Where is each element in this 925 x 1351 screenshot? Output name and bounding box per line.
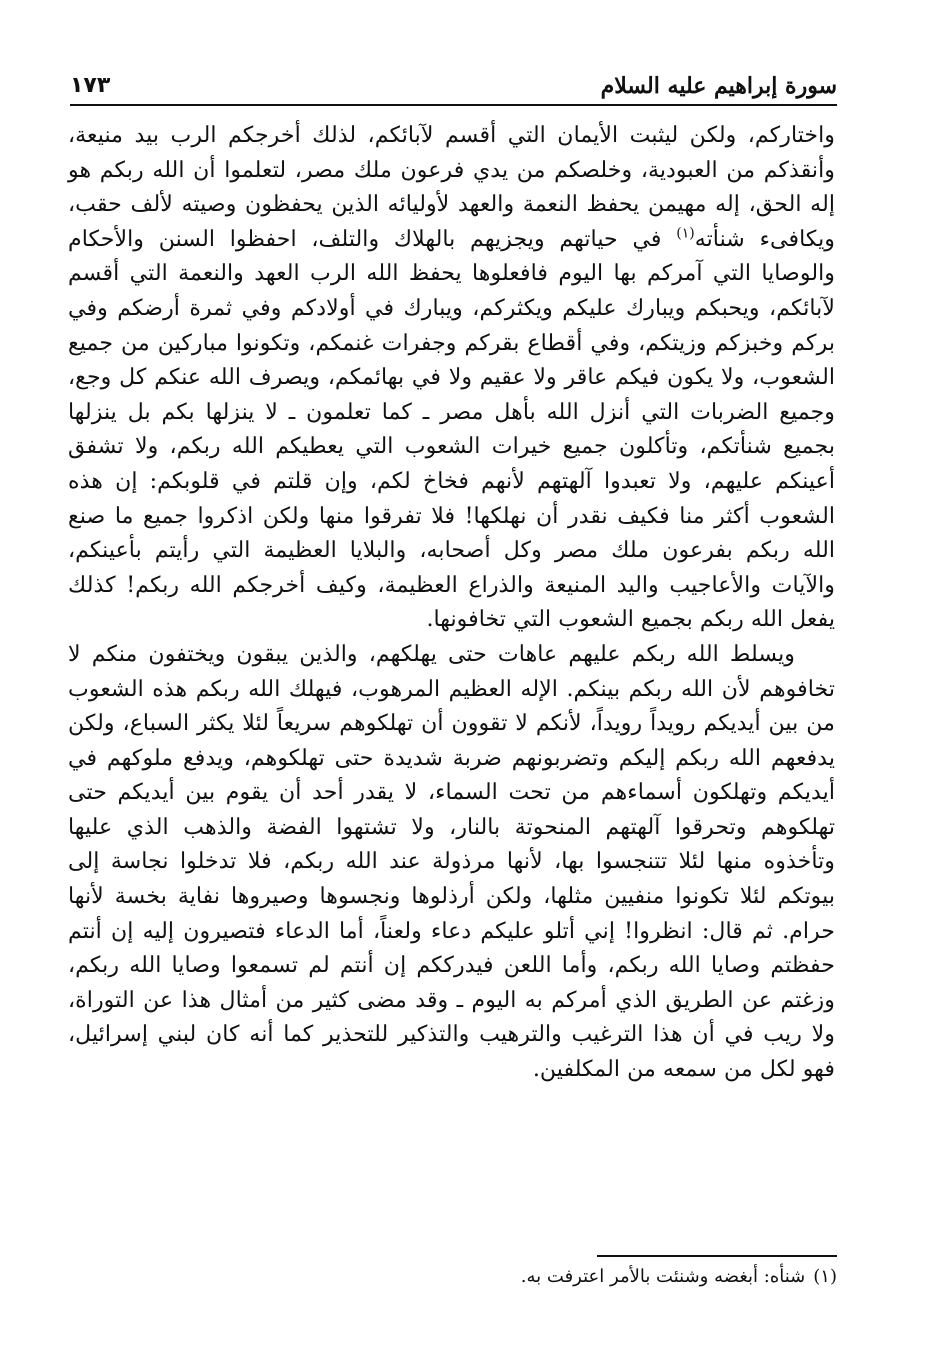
page-number: ١٧٣ xyxy=(70,73,111,98)
footnote-text: شنأه: أبغضه وشنئت بالأمر اعترفت به. xyxy=(520,1266,806,1287)
paragraph-1 xyxy=(68,118,835,637)
paragraph-1-part-1: واختاركم، ولكن ليثبت الأيمان التي أقسم لآبائكم، لذلك أخرجكم الرب بيد منيعة، وأنقذكم من العبودية، وخلصكم من يدي فرعون ملك مصر، لتعلموا أن الله ربكم هو إله الحق، إله مهيمن يحفظ النعمة والعهد لأوليائه الذين يحفظون وصيته لألف حقب، ويكافىء شنأته xyxy=(68,122,835,252)
header-divider xyxy=(70,104,837,106)
footnote-divider xyxy=(597,1255,837,1257)
main-text xyxy=(68,118,835,1087)
footnote xyxy=(70,1262,837,1292)
paragraph-1-part-2: في حياتهم ويجزيهم بالهلاك والتلف، احفظوا السنن والأحكام والوصايا التي آمركم بها اليوم فافعلوها يحفظ الله الرب العهد والنعمة التي أقسم لآبائكم، ويحبكم ويبارك عليكم ويكثركم، ويبارك في أولادكم وفي ثمرة أرضكم وفي بركم وخبزكم وزيتكم، وفي أقطاع بقركم وجفرات غنمكم، وتكونوا مباركين من جميع الشعوب، ولا يكون فيكم عاقر ولا عقيم ولا في بهائمكم، ويصرف الله عنكم كل وجع، وجميع الضربات التي أنزل الله بأهل مصر ـ كما تعلمون ـ لا ينزلها بكم بل ينزلها بجميع شنأتكم، وتأكلون جميع خيرات الشعوب التي يعطيكم الله ربكم، ولا تشفق أعينكم عليهم، ولا تعبدوا آلهتهم لأنهم فخاخ لكم، وإن قلتم في قلوبكم: إن هذه الشعوب أكثر منا فكيف نقدر أن نهلكها! فلا تفرقوا منها ولكن اذكروا جميع ما صنع الله ربكم بفرعون ملك مصر وكل أصحابه، والبلايا العظيمة التي رأيتم بأعينكم، والآيات والأعاجيب واليد المنيعة والذراع العظيمة، وكيف أخرجكم الله ربكم! كذلك يفعل الله ربكم بجميع الشعوب التي تخافونها. xyxy=(68,225,835,633)
running-head xyxy=(70,60,837,100)
surah-title: سورة إبراهيم عليه السلام xyxy=(600,73,837,99)
footnote-number: (١) xyxy=(813,1266,837,1287)
paragraph-2: ويسلط الله ربكم عليهم عاهات حتى يهلكهم، والذين يبقون ويختفون منكم لا تخافوهم لأن الله ربكم بينكم. الإله العظيم المرهوب، فيهلك الله ربكم هذه الشعوب من بين أيديكم رويداً رويداً، لأنكم لا تقوون أن تهلكوهم سريعاً لئلا يكثر السباع، ولكن يدفعهم الله ربكم إليكم وتضربونهم ضربة شديدة حتى تهلكوهم، ويدفع ملوكهم في أيديكم وتهلكون أسماءهم من تحت السماء، لا يقدر أحد أن يقوم بين أيديكم حتى تهلكوهم وتحرقوا آلهتهم المنحوتة بالنار، ولا تشتهوا الفضة والذهب الذي عليها وتأخذوه منها لئلا تتنجسوا بها، لأنها مرذولة عند الله ربكم، فلا تدخلوا نجاسة إلى بيوتكم لئلا تكونوا منفيين مثلها، ولكن أرذلوها ونجسوها وصيروها نفاية بخسة لأنها حرام. ثم قال: انظروا! إني أتلو عليكم دعاء ولعناً، أما الدعاء فتصيرون إليه إن أنتم حفظتم وصايا الله ربكم، وأما اللعن فيدرككم إن أنتم لم تسمعوا وصايا الله ربكم، وزغتم عن الطريق الذي أمركم به اليوم ـ وقد مضى كثير من أمثال هذا عن التوراة، ولا ريب في أن هذا الترغيب والترهيب والتذكير للتحذير كما أنه كان لبني إسرائيل، فهو لكل من سمعه من المكلفين. xyxy=(68,640,835,1083)
footnote-reference[interactable]: (١) xyxy=(676,225,695,242)
